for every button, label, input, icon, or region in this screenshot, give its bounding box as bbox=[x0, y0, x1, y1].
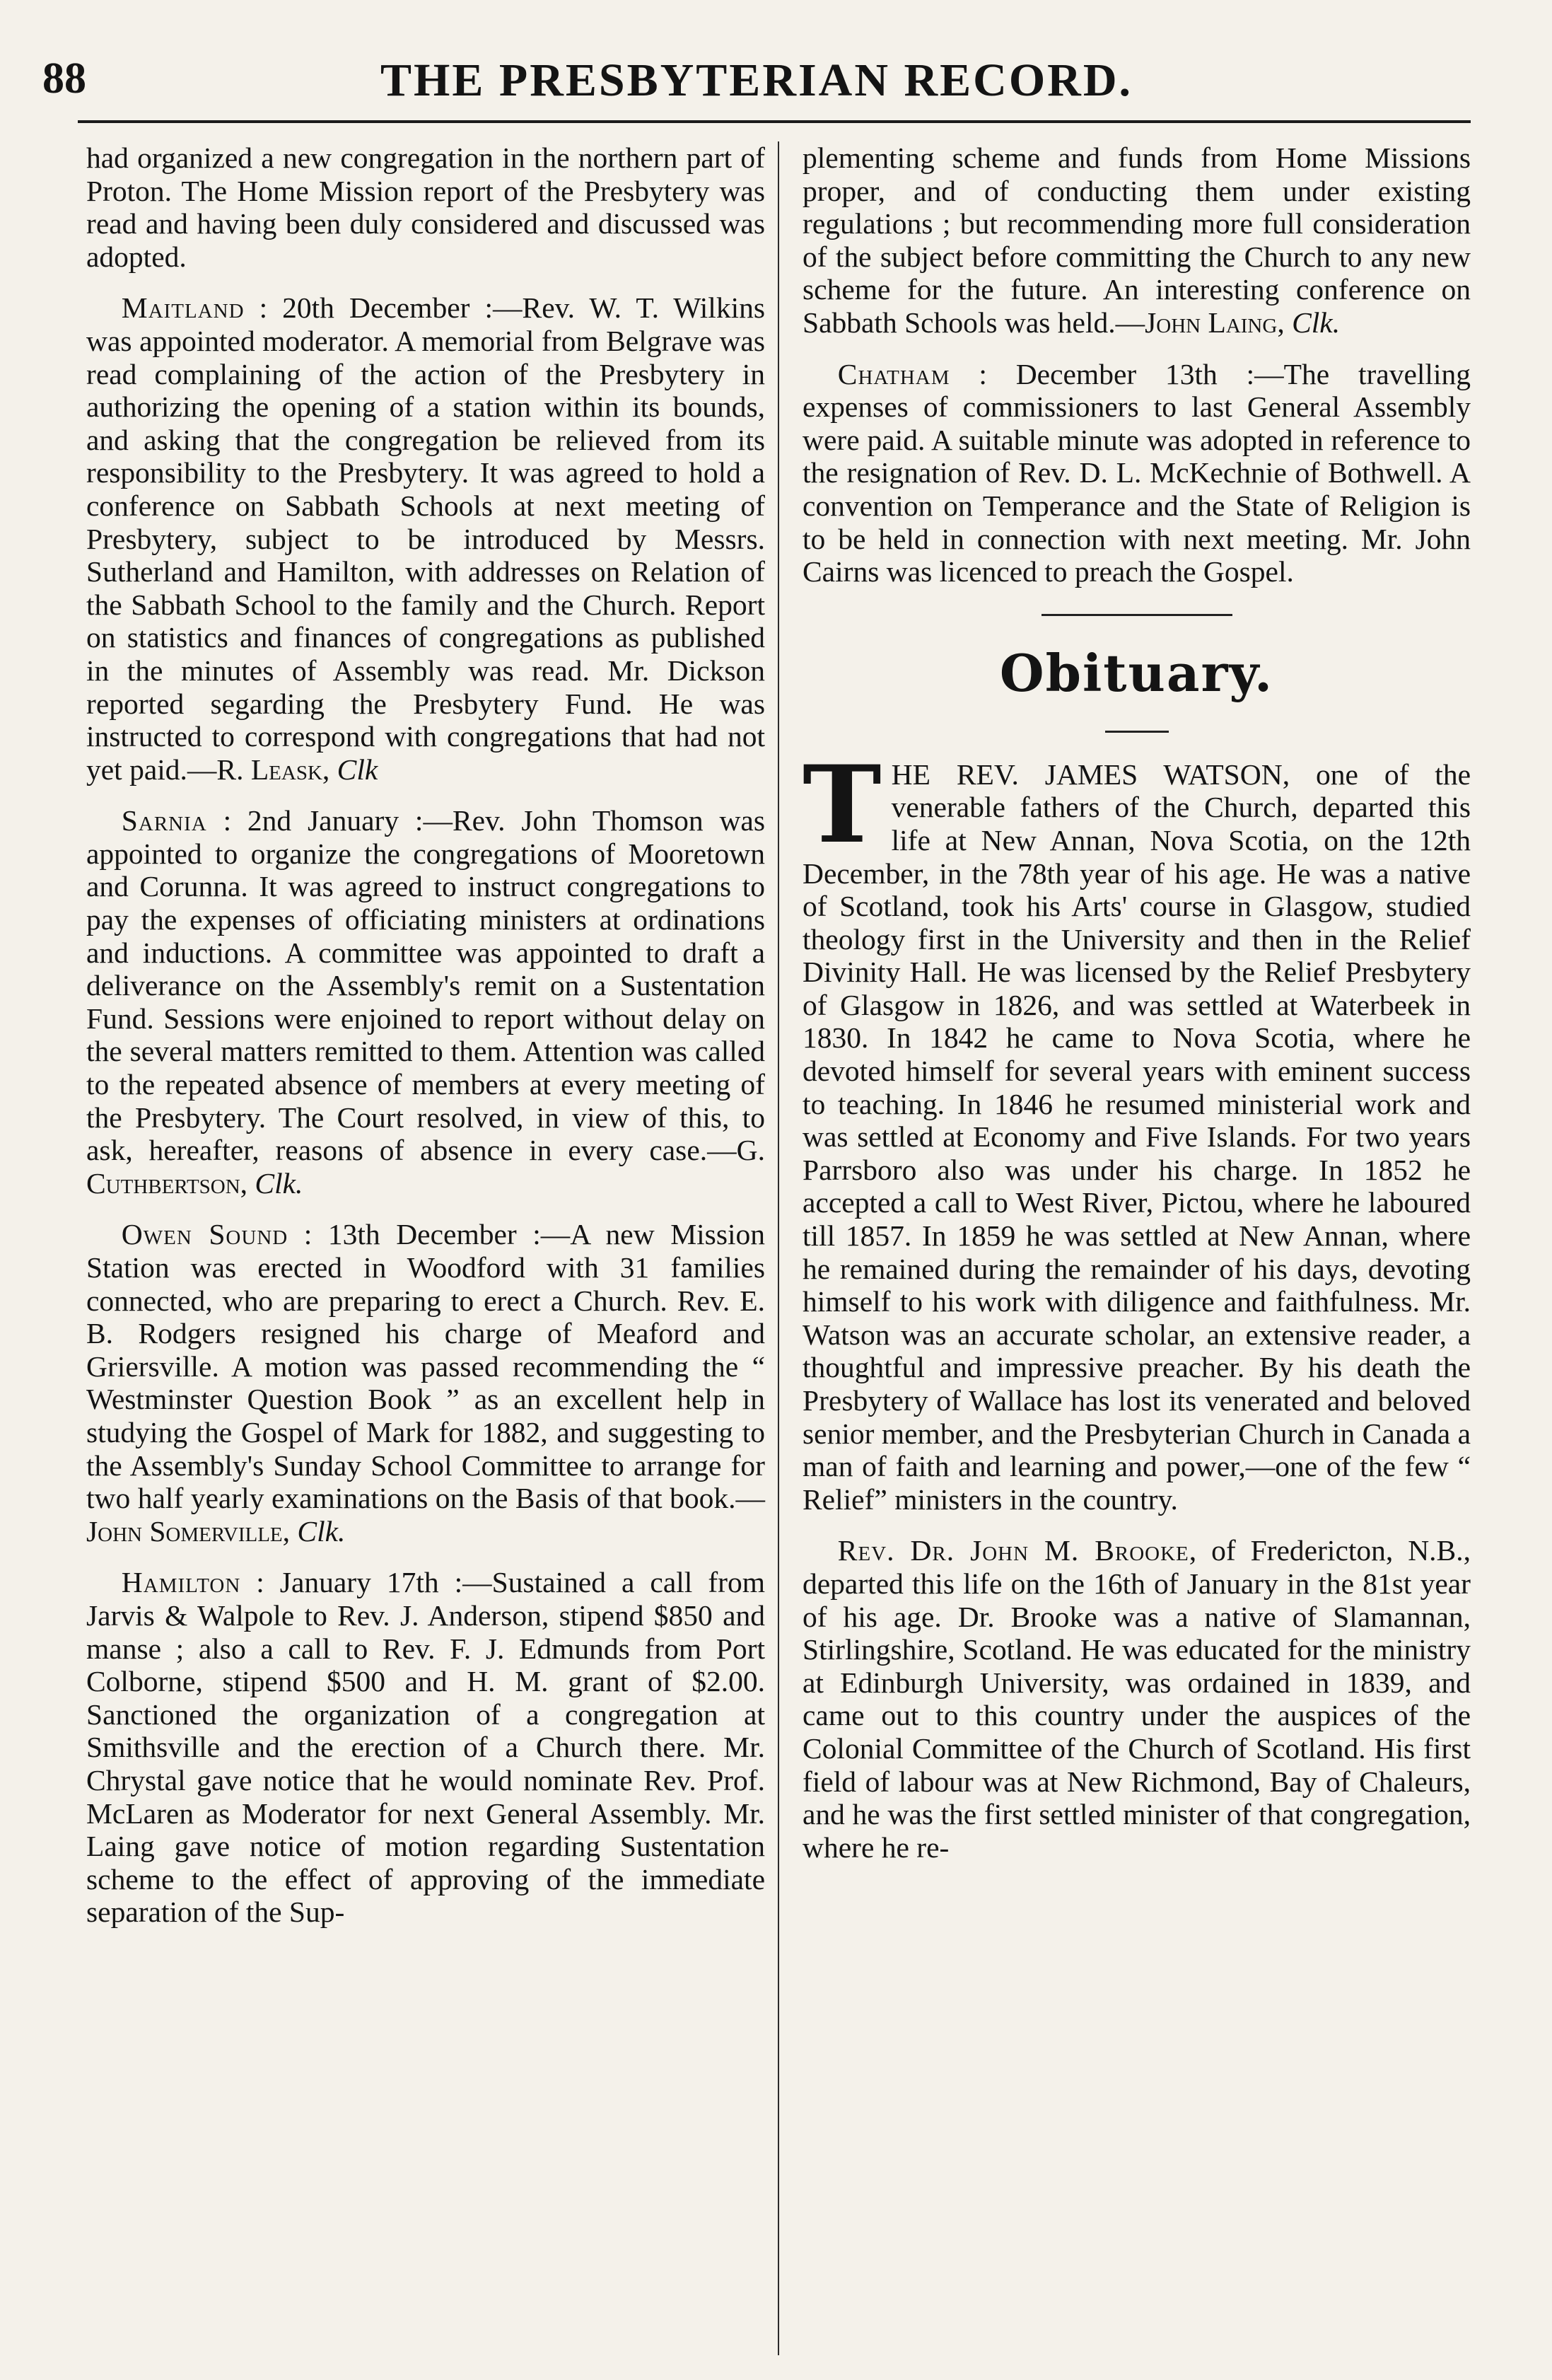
obituary-title: Obituary. bbox=[999, 642, 1274, 703]
owen-sound-report bbox=[86, 1218, 765, 1548]
page-header bbox=[42, 50, 1471, 127]
sarnia-signature: G. Cuthbertson, bbox=[86, 1134, 765, 1200]
chatham-heading: Chatham bbox=[837, 357, 950, 390]
maitland-text: : 20th December :—Rev. W. T. Wilkins was appointed moderator. A memorial from Belgrave was read complaining of the action of the Presbytery in authorizing the opening of a station within its bounds, and asking that the congregation be relieved from its responsibility to the Presbytery. It was agreed to hold a conference on Sabbath Schools at next meeting of Presbytery, subject to be introduced by Messrs. Sutherland and Hamilton, with addresses on Relation of the Sabbath School to the family and the Church. Report on statistics and finances of congregations as published in the minutes of Assembly was read. Mr. Dickson reported segarding the Presbytery Fund. He was instructed to correspond with congregations that had not yet paid.— bbox=[86, 291, 765, 786]
chatham-text: : December 13th :—The travelling expenses of commissioners to last General Assembly were paid. A suitable minute was adopted in reference to the resignation of Rev. D. L. McKechnie of Bothwell. A convention on Temperance and the State of Religion is to be held in connection with next meeting. Mr. John Cairns was licenced to preach the Gospel. bbox=[803, 357, 1471, 588]
proton-paragraph: had organized a new congregation in the northern part of Proton. The Home Mission report of the Presbytery was read and having been duly considered and discussed was adopted. bbox=[86, 141, 765, 273]
chatham-report bbox=[803, 358, 1471, 588]
owen-sound-heading: Owen Sound bbox=[121, 1218, 288, 1251]
running-title: THE PRESBYTERIAN RECORD. bbox=[380, 54, 1133, 106]
sarnia-clerk: Clk. bbox=[247, 1166, 303, 1200]
hamilton-report bbox=[86, 1566, 765, 1929]
owen-sound-clerk: Clk. bbox=[290, 1514, 346, 1548]
owen-sound-signature: John Somerville, bbox=[86, 1514, 291, 1548]
left-column bbox=[86, 141, 765, 1947]
hamilton-continuation-text: plementing scheme and funds from Home Missions proper, and of conducting them under existing regulations ; but recommending more full consideration of the subject before committing the Church to any new scheme for the future. An interesting conference on Sabbath Schools was held.— bbox=[803, 141, 1471, 339]
header-rule bbox=[78, 120, 1471, 123]
sarnia-text: : 2nd January :—Rev. John Thomson was appointed to organize the congregations of Mooretown and Corunna. It was agreed to instruct congregations to pay the expenses of officiating ministers at ordinations and inductions. A committee was appointed to draft a deliverance on the Assembly's remit on a Sustentation Fund. Sessions were enjoined to report without delay on the several matters remitted to them. Attention was called to the repeated absence of members at every meeting of the Presbytery. The Court resolved, in view of this, to ask, hereafter, reasons of absence in every case.— bbox=[86, 804, 765, 1167]
sarnia-heading: Sarnia bbox=[121, 804, 207, 837]
maitland-heading: Maitland bbox=[121, 291, 245, 325]
sarnia-report bbox=[86, 804, 765, 1200]
hamilton-continuation bbox=[803, 141, 1471, 339]
maitland-report bbox=[86, 291, 765, 786]
page-number: 88 bbox=[42, 54, 86, 103]
brooke-text: , of Fredericton, N.B., departed this life on the 16th of January in the 81st year of his age. Dr. Brooke was a native of Slamannan, Stirlingshire, Scotland. He was educated for the ministry at Edinburgh University, was ordained in 1839, and came out to this country under the auspices of the Colonial Committee of the Church of Scotland. His first field of labour was at New Richmond, Bay of Chaleurs, and he was the first settled minister of that congregation, where he re- bbox=[803, 1534, 1471, 1864]
watson-text: HE REV. JAMES WATSON, one of the venerable fathers of the Church, departed this life at New Annan, Nova Scotia, on the 12th December, in the 78th year of his age. He was a native of Scotland, took his Arts' course in Glasgow, studied theology first in the University and then in the Relief Divinity Hall. He was licensed by the Relief Presbytery of Glasgow in 1826, and was settled at Waterbeek in 1830. In 1842 he came to Nova Scotia, where he devoted himself for several years with eminent success to teaching. In 1846 he resumed ministerial work and was settled at Economy and Five Islands. For two years Parrsboro also was under his charge. In 1852 he accepted a call to West River, Pictou, where he laboured till 1857. In 1859 he was settled at New Annan, where he remained during the remainder of his days, devoting himself to his work with diligence and faithfulness. Mr. Watson was an accurate scholar, an extensive reader, a thoughtful and impressive preacher. By his death the Presbytery of Wallace has lost its venerated and beloved senior member, and the Presbyterian Church in Canada a man of faith and learning and power,—one of the few “ Relief” ministers in the country. bbox=[803, 757, 1471, 1516]
hamilton-signature: John Laing, bbox=[1145, 306, 1285, 339]
brooke-obituary bbox=[803, 1534, 1471, 1864]
brooke-heading: Rev. Dr. John M. Brooke bbox=[837, 1534, 1189, 1567]
hamilton-text: : January 17th :—Sustained a call from Jarvis & Walpole to Rev. J. Anderson, stipend $850 and manse ; also a call to Rev. F. J. Edmunds from Port Colborne, stipend $500 and H. M. grant of $2.00. Sanctioned the organization of a congregation at Smithsville and the erection of a Church there. Mr. Chrystal gave notice that he would nominate Rev. Prof. McLaren as Moderator for next General Assembly. Mr. Laing gave notice of motion regarding Sustentation scheme to the effect of approving of the immediate separation of the Sup- bbox=[86, 1566, 765, 1929]
section-rule bbox=[1042, 614, 1232, 616]
right-column bbox=[803, 141, 1471, 1882]
maitland-clerk: Clk bbox=[329, 753, 378, 786]
drop-cap: T bbox=[803, 742, 882, 867]
column-divider bbox=[778, 141, 779, 2355]
watson-obituary bbox=[803, 742, 1471, 1516]
owen-sound-text: : 13th December :—A new Mission Station was erected in Woodford with 31 families connected, who are preparing to erect a Church. Rev. E. B. Rodgers resigned his charge of Meaford and Griersville. A motion was passed recommending the “ Westminster Question Book ” as an excellent help in studying the Gospel of Mark for 1882, and suggesting to the Assembly's Sunday School Committee to arrange for two half yearly examinations on the Basis of that book.— bbox=[86, 1218, 765, 1515]
obituary-rule bbox=[1105, 731, 1169, 733]
hamilton-heading: Hamilton bbox=[121, 1566, 241, 1599]
maitland-signature: R. Leask, bbox=[216, 753, 330, 786]
hamilton-clerk: Clk. bbox=[1284, 306, 1341, 339]
